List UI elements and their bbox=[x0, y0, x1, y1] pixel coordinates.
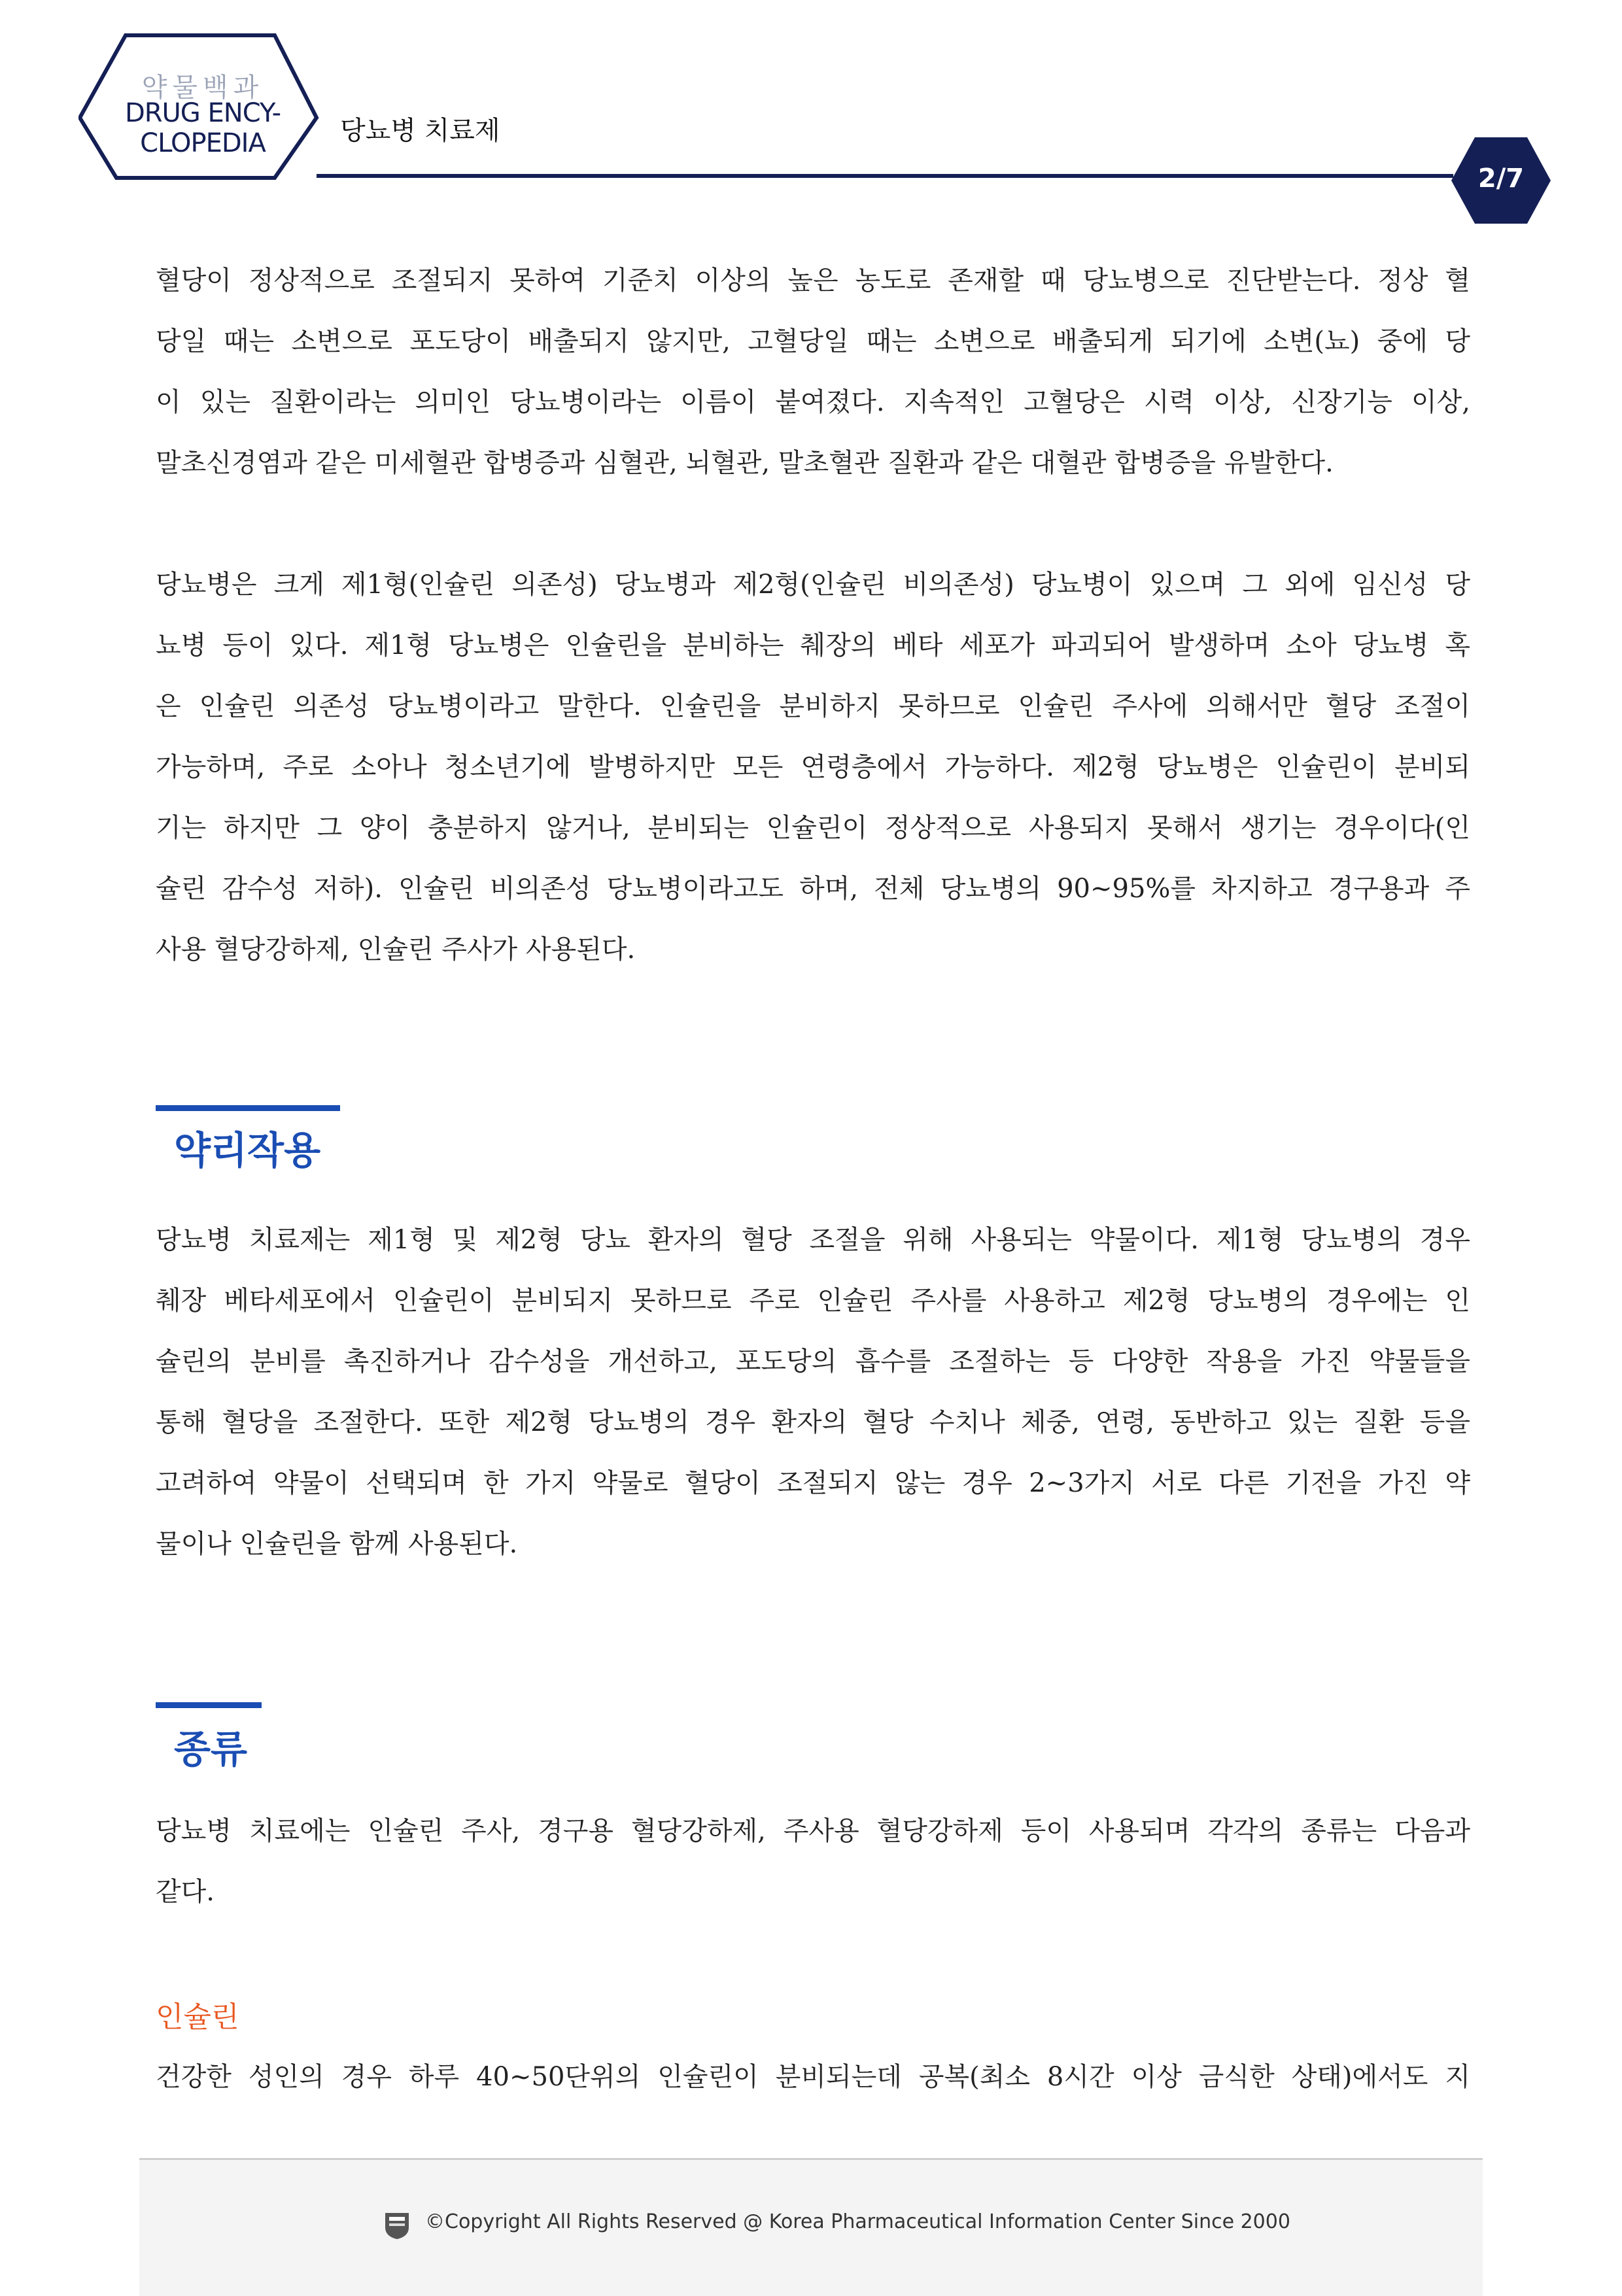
text-line: 사용 혈당강하제, 인슐린 주사가 사용된다. bbox=[156, 934, 636, 965]
section-accent-bar bbox=[156, 1702, 262, 1708]
text-line: 같다. bbox=[156, 1877, 215, 1907]
text-line: 췌장 베타세포에서 인슐린이 분비되지 못하므로 주로 인슐린 주사를 사용하고 제2형 당뇨병의 경우에는 인 bbox=[156, 1286, 1470, 1316]
text-line: 당뇨병은 크게 제1형(인슐린 의존성) 당뇨병과 제2형(인슐린 비의존성) 당뇨병이 있으며 그 외에 임신성 당 bbox=[156, 570, 1470, 600]
types-paragraph bbox=[156, 1801, 1470, 1923]
logo-korean-text: 약물백과 bbox=[141, 73, 264, 103]
kpic-emblem-icon bbox=[383, 2210, 411, 2240]
section-heading-types: 종류 bbox=[174, 1727, 248, 1772]
text-line: 통해 혈당을 조절한다. 또한 제2형 당뇨병의 경우 환자의 혈당 수치나 체중, 연령, 동반하고 있는 질환 등을 bbox=[156, 1407, 1470, 1437]
logo-english-line-2: CLOPEDIA bbox=[140, 128, 266, 158]
text-line: 슐린의 분비를 촉진하거나 감수성을 개선하고, 포도당의 흡수를 조절하는 등 다양한 작용을 가진 약물들을 bbox=[156, 1346, 1470, 1377]
text-line: 슐린 감수성 저하). 인슐린 비의존성 당뇨병이라고도 하며, 전체 당뇨병의 90~95%를 차지하고 경구용과 주 bbox=[156, 874, 1470, 904]
text-line: 가능하며, 주로 소아나 청소년기에 발병하지만 모든 연령층에서 가능하다. 제2형 당뇨병은 인슐린이 분비되 bbox=[156, 752, 1470, 782]
text-line: 말초신경염과 같은 미세혈관 합병증과 심혈관, 뇌혈관, 말초혈관 질환과 같은 대혈관 합병증을 유발한다. bbox=[156, 448, 1334, 478]
text-line: 건강한 성인의 경우 하루 40~50단위의 인슐린이 분비되는데 공복(최소 8시간 이상 금식한 상태)에서도 지 bbox=[156, 2062, 1470, 2092]
document-title: 당뇨병 치료제 bbox=[340, 116, 500, 146]
text-line: 이 있는 질환이라는 의미인 당뇨병이라는 이름이 붙여졌다. 지속적인 고혈당은 시력 이상, 신장기능 이상, bbox=[156, 387, 1470, 417]
text-line: 당일 때는 소변으로 포도당이 배출되지 않지만, 고혈당일 때는 소변으로 배출되게 되기에 소변(뇨) 중에 당 bbox=[156, 326, 1470, 356]
section-accent-bar bbox=[156, 1105, 340, 1111]
text-line: 혈당이 정상적으로 조절되지 못하여 기준치 이상의 높은 농도로 존재할 때 당뇨병으로 진단받는다. 정상 혈 bbox=[156, 266, 1470, 296]
text-line: 뇨병 등이 있다. 제1형 당뇨병은 인슐린을 분비하는 췌장의 베타 세포가 파괴되어 발생하며 소아 당뇨병 혹 bbox=[156, 630, 1470, 660]
page-number: 2/7 bbox=[1477, 163, 1525, 194]
section-heading-pharmacology: 약리작용 bbox=[174, 1128, 321, 1173]
subheading-insulin: 인슐린 bbox=[156, 2000, 239, 2034]
footer-copyright: ©Copyright All Rights Reserved @ Korea Pharmaceutical Information Center Since 2000 bbox=[425, 2210, 1290, 2233]
logo-english-line-1: DRUG ENCY- bbox=[124, 98, 281, 128]
text-line: 고려하여 약물이 선택되며 한 가지 약물로 혈당이 조절되지 않는 경우 2~3가지 서로 다른 기전을 가진 약 bbox=[156, 1468, 1470, 1498]
text-line: 당뇨병 치료에는 인슐린 주사, 경구용 혈당강하제, 주사용 혈당강하제 등이 사용되며 각각의 종류는 다음과 bbox=[156, 1816, 1470, 1846]
text-line: 물이나 인슐린을 함께 사용된다. bbox=[156, 1529, 518, 1559]
insulin-paragraph bbox=[156, 2047, 1470, 2108]
intro-paragraph-1 bbox=[156, 250, 1470, 494]
text-line: 기는 하지만 그 양이 충분하지 않거나, 분비되는 인슐린이 정상적으로 사용되지 못해서 생기는 경우이다(인 bbox=[156, 813, 1470, 843]
intro-paragraph-2 bbox=[156, 555, 1470, 980]
text-line: 은 인슐린 의존성 당뇨병이라고 말한다. 인슐린을 분비하지 못하므로 인슐린 주사에 의해서만 혈당 조절이 bbox=[156, 691, 1470, 721]
text-line: 당뇨병 치료제는 제1형 및 제2형 당뇨 환자의 혈당 조절을 위해 사용되는 약물이다. 제1형 당뇨병의 경우 bbox=[156, 1225, 1470, 1255]
pharmacology-paragraph bbox=[156, 1210, 1470, 1575]
